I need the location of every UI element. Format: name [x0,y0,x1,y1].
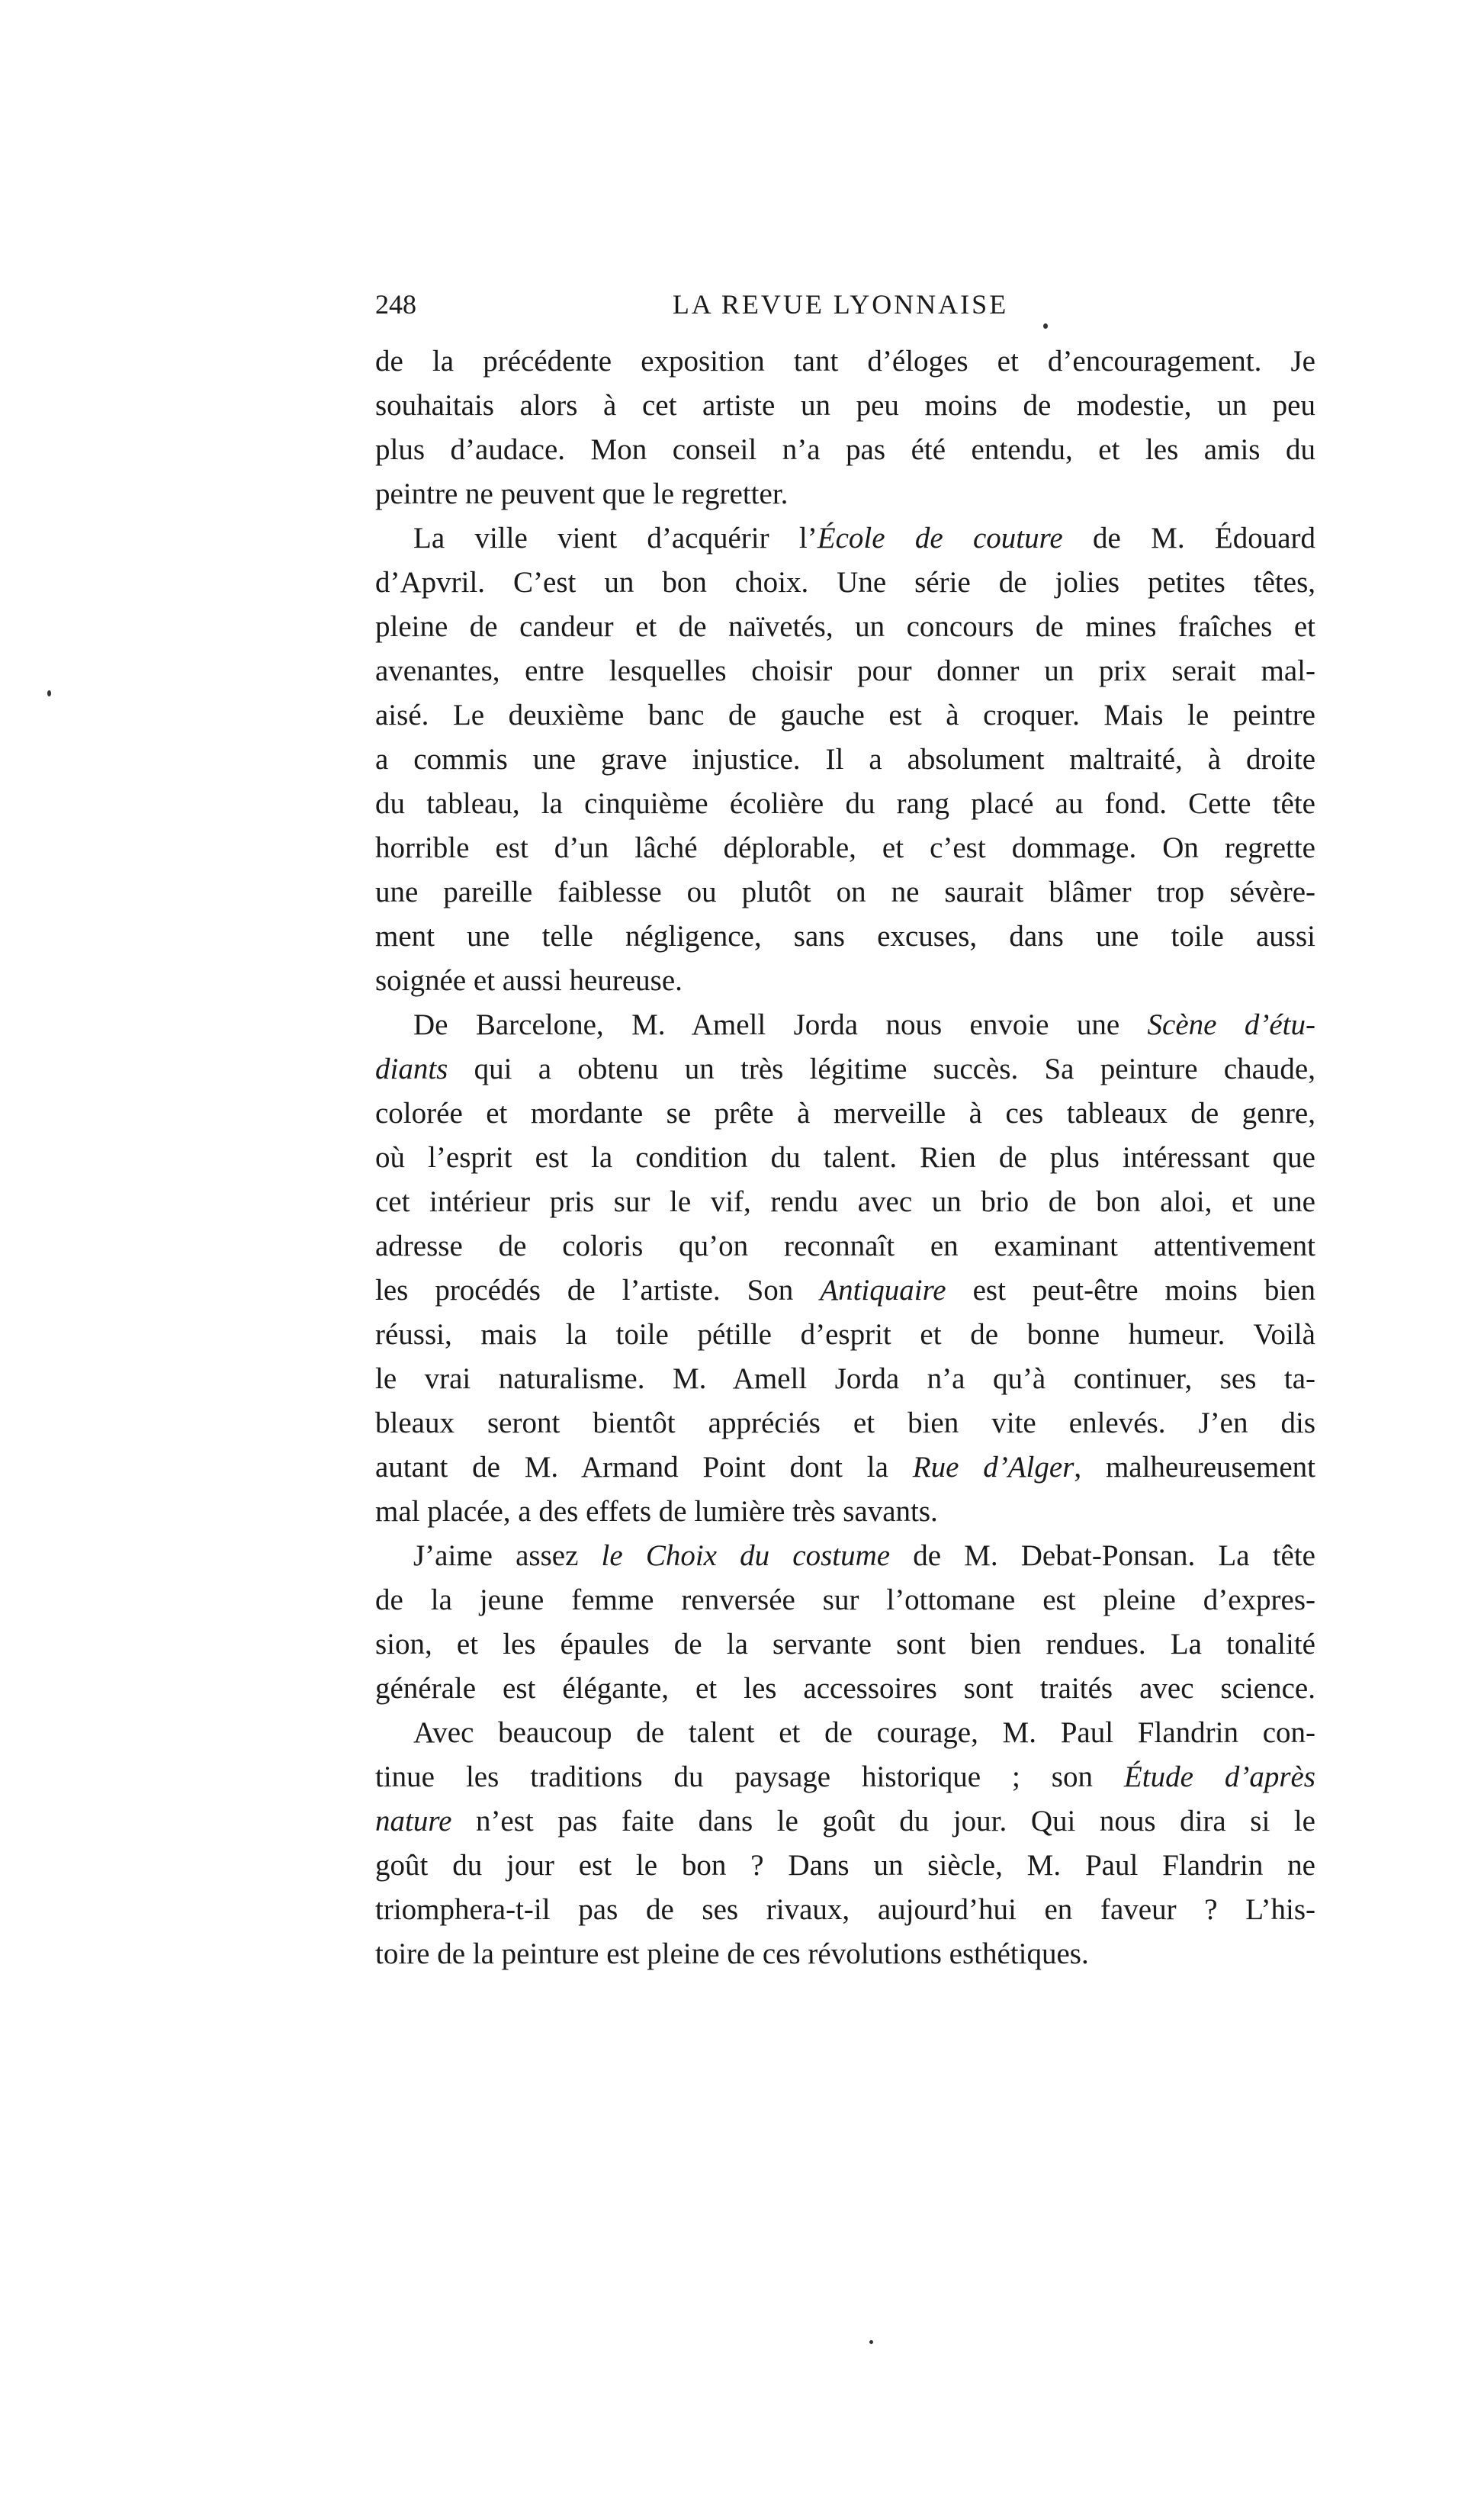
italic-title: École de couture [817,522,1063,555]
italic-title: diants [375,1053,448,1085]
text-line [375,870,1315,915]
italic-title: Antiquaire [820,1274,946,1307]
page-number: 248 [375,289,416,320]
text-run: souhaitais alors à cet artiste un peu moins de modestie, un peu [375,389,1315,422]
text-line [375,1401,1315,1445]
print-speck [47,690,51,696]
italic-title: Rue d’Alger [912,1451,1074,1484]
text-line [375,1667,1315,1711]
text-line [375,649,1315,693]
text-run: pleine de candeur et de naïvetés, un concours de mines fraîches et [375,610,1315,643]
text-line [375,693,1315,738]
text-line [375,339,1315,384]
text-run: triomphera-t-il pas de ses rivaux, aujourd’hui en faveur ? L’his- [375,1893,1315,1926]
running-title: LA REVUE LYONNAISE [672,289,1009,320]
text-run: n’est pas faite dans le goût du jour. Qui nous dira si le [451,1805,1315,1837]
text-line [375,1224,1315,1268]
article-body [375,339,1315,1976]
text-line [375,915,1315,959]
text-run: mal placée, a des effets de lumière très savants. [375,1495,938,1528]
text-run: J’aime assez [413,1539,602,1572]
italic-title: Scène d’étu- [1147,1008,1315,1041]
text-line [375,428,1315,472]
text-run: autant de M. Armand Point dont la [375,1451,913,1484]
text-line [375,1357,1315,1401]
text-run: de M. Debat-Ponsan. La tête [890,1539,1315,1572]
text-run: ment une telle négligence, sans excuses, dans une toile aussi [375,920,1315,953]
text-line [375,1578,1315,1622]
text-line [375,472,1315,516]
text-line [375,1047,1315,1092]
text-run: plus d’audace. Mon conseil n’a pas été entendu, et les amis du [375,433,1315,466]
paragraph-first-line [375,516,1315,561]
paragraph-first-line [375,1711,1315,1755]
text-line [375,1268,1315,1313]
italic-title: le Choix du costume [601,1539,891,1572]
text-run: le vrai naturalisme. M. Amell Jorda n’a qu’à continuer, ses ta- [375,1362,1315,1395]
text-run: cet intérieur pris sur le vif, rendu avec un brio de bon aloi, et une [375,1185,1315,1218]
text-run: goût du jour est le bon ? Dans un siècle, M. Paul Flandrin ne [375,1849,1315,1882]
text-line [375,1490,1315,1534]
text-run: du tableau, la cinquième écolière du rang placé au fond. Cette tête [375,787,1315,820]
text-run: aisé. Le deuxième banc de gauche est à croquer. Mais le peintre [375,699,1315,731]
text-run: avenantes, entre lesquelles choisir pour donner un prix serait mal- [375,654,1315,687]
text-line [375,826,1315,870]
paragraph-first-line [375,1534,1315,1578]
print-speck [1043,323,1048,329]
text-run: de la précédente exposition tant d’éloges et d’encouragement. Je [375,345,1315,378]
text-run: soignée et aussi heureuse. [375,964,683,997]
text-run: a commis une grave injustice. Il a absolument maltraité, à droite [375,743,1315,776]
text-line [375,605,1315,649]
italic-title: nature [375,1805,452,1837]
text-run: bleaux seront bientôt appréciés et bien vite enlevés. J’en dis [375,1407,1315,1439]
text-run: La ville vient d’acquérir l’ [413,522,817,555]
text-run: De Barcelone, M. Amell Jorda nous envoie une [413,1008,1148,1041]
text-run: d’Apvril. C’est un bon choix. Une série de jolies petites têtes, [375,566,1315,599]
text-line [375,1888,1315,1932]
text-run: qui a obtenu un très légitime succès. Sa peinture chaude, [448,1053,1315,1085]
text-run: les procédés de l’artiste. Son [375,1274,821,1307]
text-run: toire de la peinture est pleine de ces révolutions esthétiques. [375,1937,1089,1970]
text-run: où l’esprit est la condition du talent. Rien de plus intéressant que [375,1141,1315,1174]
text-run: générale est élégante, et les accessoires sont traités avec science. [375,1672,1315,1705]
text-run: est peut-être moins bien [946,1274,1315,1307]
text-line [375,1092,1315,1136]
text-line [375,782,1315,826]
text-line [375,1313,1315,1357]
text-run: de M. Édouard [1062,522,1316,555]
text-line [375,1136,1315,1180]
text-line [375,1932,1315,1976]
text-run: une pareille faiblesse ou plutôt on ne saurait blâmer trop sévère- [375,876,1315,908]
text-line [375,561,1315,605]
text-run: de la jeune femme renversée sur l’ottomane est pleine d’expres- [375,1583,1315,1616]
text-line [375,1755,1315,1799]
text-line [375,738,1315,782]
text-run: réussi, mais la toile pétille d’esprit et de bonne humeur. Voilà [375,1318,1315,1351]
text-line [375,384,1315,428]
print-speck [869,2340,873,2344]
text-line [375,1844,1315,1888]
text-run: colorée et mordante se prête à merveille à ces tableaux de genre, [375,1097,1315,1130]
text-line [375,1180,1315,1224]
text-run: , malheureusement [1074,1451,1316,1484]
text-run: sion, et les épaules de la servante sont bien rendues. La tonalité [375,1628,1315,1661]
text-run: adresse de coloris qu’on reconnaît en examinant attentivement [375,1230,1315,1262]
italic-title: Étude d’après [1123,1760,1315,1793]
paragraph-first-line [375,1003,1315,1047]
text-line [375,959,1315,1003]
text-run: peintre ne peuvent que le regretter. [375,477,789,510]
text-run: tinue les traditions du paysage historique ; son [375,1760,1124,1793]
text-line [375,1445,1315,1490]
text-line [375,1799,1315,1844]
text-line [375,1622,1315,1667]
text-run: Avec beaucoup de talent et de courage, M. Paul Flandrin con- [413,1716,1315,1749]
text-run: horrible est d’un lâché déplorable, et c’est dommage. On regrette [375,831,1315,864]
